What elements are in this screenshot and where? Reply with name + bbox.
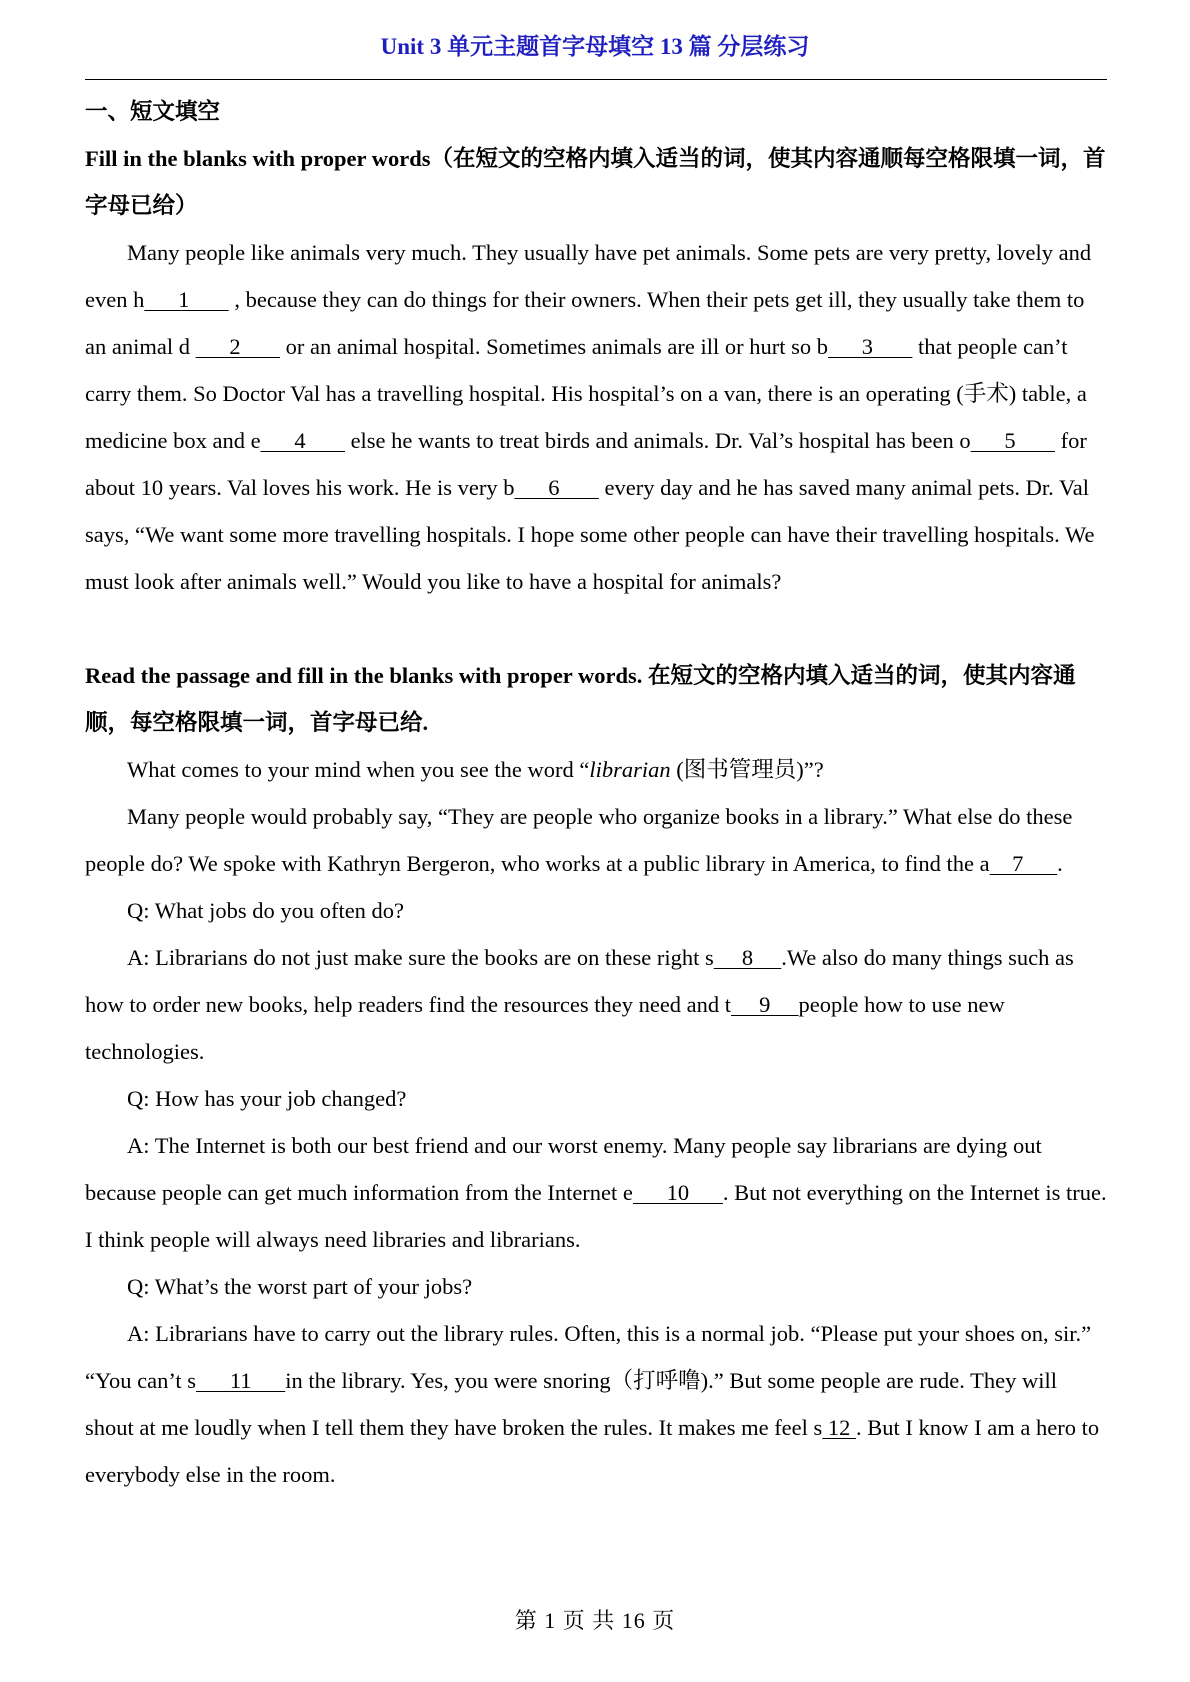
passage2-text: What comes to your mind when you see the word “ — [127, 757, 590, 782]
answer-2 — [85, 1122, 1110, 1263]
blank-8: 8 — [713, 945, 782, 970]
page-header-title: Unit 3 单元主题首字母填空 13 篇 分层练习 — [380, 34, 810, 59]
passage1-paragraph — [85, 229, 1110, 605]
blank-7: 7 — [989, 851, 1058, 876]
passage2-paragraph — [85, 793, 1110, 887]
passage2-instruction: Read the passage and fill in the blanks with proper words. 在短文的空格内填入适当的词，使其内容通顺，每空格限填一词，首字母已给. — [85, 663, 1076, 735]
blank-3: 3 — [828, 334, 913, 359]
passage2-text: . But not everything on the Internet is true. I think people will always need libraries and librarians. — [85, 1180, 1107, 1252]
blank-2: 2 — [195, 334, 280, 359]
blank-9: 9 — [731, 992, 799, 1017]
blank-1: 1 — [144, 287, 229, 312]
question-3: Q: What’s the worst part of your jobs? — [127, 1274, 473, 1299]
blank-5: 5 — [970, 428, 1056, 453]
blank-12: 12 — [822, 1415, 857, 1440]
passage2-text: . But I know I am a hero to everybody else in the room. — [85, 1415, 1100, 1487]
header-divider — [85, 79, 1107, 80]
passage2-text: .We also do many things such as how to order new books, help readers find the resources they need and t — [85, 945, 1074, 1017]
passage1-text: every day and he has saved many animal pets. Dr. Val says, “We want some more travelling hospitals. I hope some other people can have their travelling hospitals. We must look after animals well.” Would you like to have a hospital for animals? — [85, 475, 1095, 594]
passage2-text: Many people would probably say, “They are people who organize books in a library.” What else do these people do? We spoke with Kathryn Bergeron, who works at a public library in America, to find the a — [85, 804, 1073, 876]
page-number-footer: 第 1 页 共 16 页 — [514, 1608, 676, 1633]
document-body — [85, 88, 1110, 1498]
passage2-text: people how to use new technologies. — [85, 992, 1005, 1064]
passage1-text: Many people like animals very much. They usually have pet animals. Some pets are very pretty, lovely and even h — [85, 240, 1092, 312]
blank-10: 10 — [632, 1180, 723, 1205]
answer-1 — [85, 934, 1110, 1075]
answer-3 — [85, 1310, 1110, 1498]
passage2-text: . — [1057, 851, 1063, 876]
passage1-text: or an animal hospital. Sometimes animals are ill or hurt so b — [279, 334, 828, 359]
passage2-text: A: Librarians do not just make sure the books are on these right s — [127, 945, 714, 970]
passage1-text: that people can’t carry them. So Doctor Val has a travelling hospital. His hospital’s on a van, there is an operating (手术) table, a medicine box and e — [85, 334, 1087, 453]
passage1-text: else he wants to treat birds and animals. Dr. Val’s hospital has been o — [344, 428, 971, 453]
section-title: 一、短文填空 — [85, 99, 221, 124]
section-spacer — [85, 605, 1110, 652]
blank-4: 4 — [260, 428, 345, 453]
librarian-word: librarian — [589, 757, 671, 782]
passage2-paragraph — [85, 746, 1110, 793]
question-2: Q: How has your job changed? — [127, 1086, 407, 1111]
passage2-text: A: Librarians have to carry out the library rules. Often, this is a normal job. “Please put your shoes on, sir.” “You can’t s — [85, 1321, 1092, 1393]
passage1-text: , because they can do things for their owners. When their pets get ill, they usually take them to an animal d — [85, 287, 1085, 359]
blank-11: 11 — [196, 1368, 286, 1393]
passage2-text: (图书管理员)”? — [670, 757, 824, 782]
passage2-text: in the library. Yes, you were snoring（打呼噜).” But some people are rude. They will shout at me loudly when I tell them they have broken the rules. It makes me feel s — [85, 1368, 1057, 1440]
passage2-text: A: The Internet is both our best friend and our worst enemy. Many people say librarians are dying out because people can get much information from the Internet e — [85, 1133, 1042, 1205]
passage1-instruction: Fill in the blanks with proper words（在短文的空格内填入适当的词，使其内容通顺每空格限填一词，首字母已给） — [85, 146, 1106, 218]
blank-6: 6 — [514, 475, 599, 500]
question-1: Q: What jobs do you often do? — [127, 898, 405, 923]
passage1-text: for about 10 years. Val loves his work. He is very b — [85, 428, 1087, 500]
